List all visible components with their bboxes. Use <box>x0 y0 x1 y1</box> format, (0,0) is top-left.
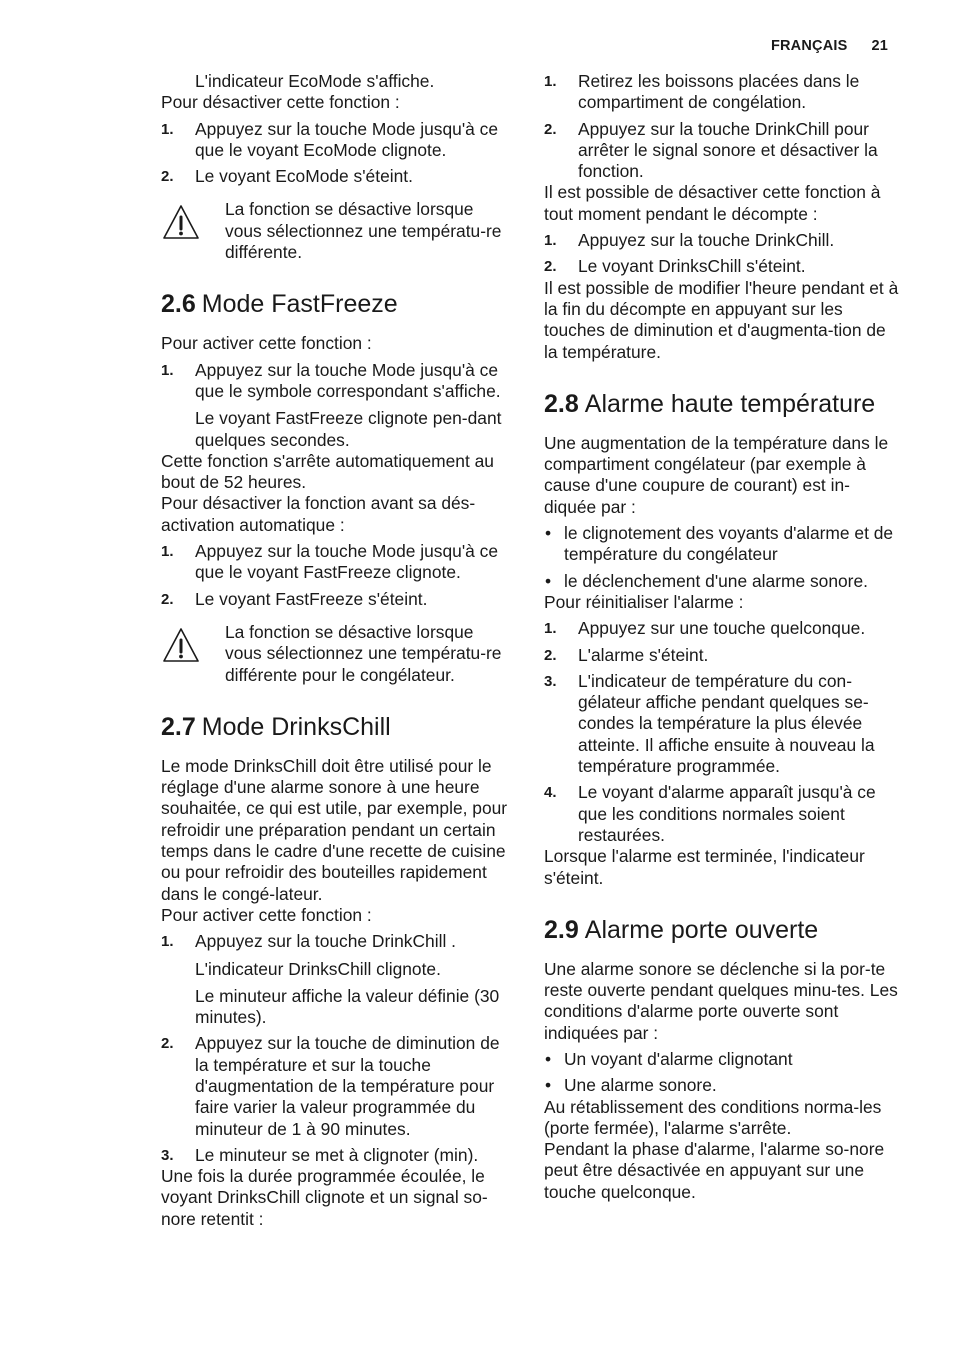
paragraph: Une augmentation de la température dans le compartiment congélateur (par exemple à cause d'une coupure de courant) est in-diquée par : <box>544 432 889 517</box>
paragraph: Pour réinitialiser l'alarme : <box>544 591 744 612</box>
left-column <box>161 71 513 1230</box>
list-item: 1. Appuyez sur la touche Mode jusqu'à ce que le voyant EcoMode clignote. <box>161 118 499 160</box>
language-label: FRANÇAIS <box>770 38 848 54</box>
list-item: 2. Le voyant EcoMode s'éteint. <box>161 166 413 187</box>
list-item: 1. Appuyez sur la touche Mode jusqu'à ce que le symbole correspondant s'affiche. <box>161 359 501 401</box>
warning-icon <box>161 203 201 243</box>
paragraph: Pendant la phase d'alarme, l'alarme so-nore peut être désactivée en appuyant sur une touche quelconque. <box>544 1139 885 1202</box>
paragraph: Pour désactiver la fonction avant sa dés-activation automatique : <box>161 493 476 535</box>
section-heading-2-9: 2.9 Alarme porte ouverte <box>544 915 819 944</box>
page-header <box>771 38 888 54</box>
paragraph: Il est possible de modifier l'heure pendant et à la fin du décompte en appuyant sur les touches de diminution et d'augmenta-tion de la température. <box>544 277 899 362</box>
bullet-item: • le clignotement des voyants d'alarme et de température du congélateur <box>545 523 894 565</box>
list-item: 1. Appuyez sur la touche DrinkChill. <box>544 230 835 251</box>
list-item: 2. Appuyez sur la touche DrinkChill pour arrêter le signal sonore et désactiver la fonction. <box>544 118 878 182</box>
list-item: 3. L'indicateur de température du con-gélateur affiche pendant quelques se-condes la température la plus élevée atteinte. Il affiche ensuite à nouveau la température programmée. <box>544 670 875 777</box>
paragraph: Pour activer cette fonction : <box>161 904 372 925</box>
paragraph: Pour désactiver cette fonction : <box>161 92 400 113</box>
page-number: 21 <box>871 38 888 54</box>
list-item: 1. Retirez les boissons placées dans le compartiment de congélation. <box>544 71 860 113</box>
list-item: 1. Appuyez sur la touche DrinkChill . <box>161 931 456 952</box>
list-item: 1. Appuyez sur la touche Mode jusqu'à ce que le voyant FastFreeze clignote. <box>161 541 499 583</box>
list-item: 1. Appuyez sur une touche quelconque. <box>544 618 866 639</box>
paragraph: Il est possible de désactiver cette fonction à tout moment pendant le décompte : <box>544 182 881 224</box>
list-item: 2. Appuyez sur la touche de diminution de la température et sur la touche d'augmentation de la température pour faire varier la valeur programmée du minuteur de 1 à 90 minutes. <box>161 1033 500 1139</box>
section-heading-2-6: 2.6 Mode FastFreeze <box>161 290 398 319</box>
list-item: 3. Le minuteur se met à clignoter (min). <box>161 1144 479 1165</box>
paragraph: Cette fonction s'arrête automatiquement au bout de 52 heures. <box>161 450 494 493</box>
paragraph: Le minuteur affiche la valeur définie (30 minutes). <box>195 985 500 1028</box>
paragraph: Pour activer cette fonction : <box>161 333 372 354</box>
paragraph: L'indicateur EcoMode s'affiche. <box>195 71 435 91</box>
paragraph: Le mode DrinksChill doit être utilisé pour le réglage d'une alarme sonore à une heure souhaitée, ce qui est utile, par exemple, pour refroidir une préparation pendant un certain temps dans le cadre d'une recette de cuisine ou pour refroidir des bouteilles rapidement dans le congé-lateur. <box>161 755 508 904</box>
warning-icon <box>161 626 201 666</box>
paragraph: Au rétablissement des conditions norma-les (porte fermée), l'alarme s'arrête. <box>544 1096 882 1138</box>
list-item: 4. Le voyant d'alarme apparaît jusqu'à ce que les conditions normales soient restaurées. <box>544 782 876 845</box>
bullet-item: • Une alarme sonore. <box>545 1075 717 1096</box>
paragraph: Une fois la durée programmée écoulée, le voyant DrinksChill clignote et un signal so-nore retentit : <box>161 1166 488 1229</box>
bullet-item: • le déclenchement d'une alarme sonore. <box>545 570 868 591</box>
right-column <box>544 71 900 1203</box>
bullet-item: • Un voyant d'alarme clignotant <box>545 1048 793 1069</box>
warning-note: La fonction se désactive lorsque vous sélectionnez une températu-re différente pour le congélateur. <box>161 622 513 686</box>
paragraph: Le voyant FastFreeze clignote pen-dant quelques secondes. <box>195 408 502 450</box>
paragraph: Lorsque l'alarme est terminée, l'indicateur s'éteint. <box>544 846 865 888</box>
paragraph: Une alarme sonore se déclenche si la por-te reste ouverte pendant quelques minu-tes. Les conditions d'alarme porte ouverte sont indiquées par : <box>544 958 898 1043</box>
section-heading-2-8: 2.8 Alarme haute température <box>544 389 876 418</box>
section-heading-2-7: 2.7 Mode DrinksChill <box>161 712 391 741</box>
list-item: 2. L'alarme s'éteint. <box>544 644 709 665</box>
paragraph: L'indicateur DrinksChill clignote. <box>195 958 441 979</box>
list-item: 2. Le voyant FastFreeze s'éteint. <box>161 588 428 609</box>
list-item: 2. Le voyant DrinksChill s'éteint. <box>544 256 806 277</box>
warning-note: La fonction se désactive lorsque vous sélectionnez une températu-re différente. <box>161 199 513 263</box>
